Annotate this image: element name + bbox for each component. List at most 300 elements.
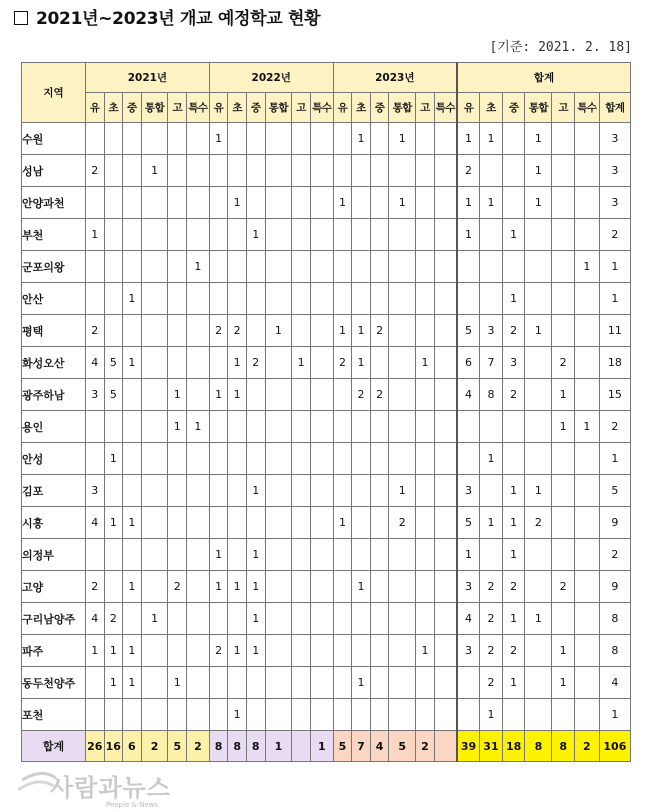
total-cell: 5 [457,507,480,539]
value-cell [265,539,292,571]
value-cell [434,539,457,571]
value-cell [265,507,292,539]
region-cell: 김포 [22,475,86,507]
value-cell [246,667,265,699]
total-cell [525,251,552,283]
value-cell [123,411,142,443]
value-cell [310,379,333,411]
total-cell [552,123,575,155]
value-cell [246,699,265,731]
region-cell: 구리남양주 [22,603,86,635]
total-cell [480,219,503,251]
total-cell: 9 [599,571,630,603]
value-cell [265,123,292,155]
value-cell [310,475,333,507]
region-cell: 광주하남 [22,379,86,411]
total-cell: 1 [599,699,630,731]
value-cell [123,539,142,571]
subheader-total-4: 고 [552,93,575,123]
subheader-2022-3: 통합 [265,93,292,123]
value-cell [228,667,247,699]
value-cell [141,347,168,379]
value-cell [434,667,457,699]
value-cell: 1 [123,507,142,539]
value-cell: 1 [228,699,247,731]
value-cell [434,219,457,251]
value-cell [333,699,352,731]
total-cell [575,603,600,635]
value-cell [416,539,435,571]
value-cell [370,443,389,475]
value-cell [434,251,457,283]
value-cell [141,187,168,219]
total-cell [552,443,575,475]
value-cell: 1 [104,443,123,475]
value-cell [416,219,435,251]
value-cell [310,187,333,219]
total-cell: 1 [525,475,552,507]
table-row [22,155,631,187]
value-cell [123,187,142,219]
value-cell [310,699,333,731]
subheader-2021-5: 특수 [187,93,210,123]
value-cell [333,571,352,603]
value-cell [292,251,311,283]
value-cell [416,507,435,539]
value-cell [416,251,435,283]
total-cell: 2 [480,635,503,667]
value-cell: 1 [168,379,187,411]
value-cell: 2 [352,379,371,411]
value-cell [292,219,311,251]
total-cell: 3 [599,187,630,219]
school-opening-table [21,62,631,762]
total-cell [552,283,575,315]
value-cell: 2 [333,347,352,379]
total-cell [575,539,600,571]
total-cell: 3 [457,571,480,603]
value-cell [141,699,168,731]
value-cell [416,475,435,507]
total-cell: 1 [457,539,480,571]
value-cell [104,539,123,571]
total-cell [480,411,503,443]
value-cell [265,283,292,315]
value-cell [310,283,333,315]
value-cell [416,443,435,475]
value-cell: 2 [246,347,265,379]
total-cell [552,155,575,187]
total-cell: 11 [599,315,630,347]
value-cell: 1 [228,379,247,411]
value-cell [228,539,247,571]
value-cell [187,507,210,539]
value-cell [310,635,333,667]
subheader-2023-0: 유 [333,93,352,123]
sum-total-cell: 8 [525,731,552,762]
watermark-text: 사람과뉴스 [50,774,171,802]
value-cell [370,411,389,443]
subheader-total-6: 합계 [599,93,630,123]
value-cell [123,443,142,475]
value-cell [310,443,333,475]
total-cell [575,699,600,731]
value-cell [352,443,371,475]
value-cell [370,123,389,155]
total-cell [502,123,525,155]
page-title [14,4,320,29]
subheader-2022-4: 고 [292,93,311,123]
value-cell [228,411,247,443]
total-cell: 1 [575,251,600,283]
value-cell: 1 [123,347,142,379]
value-cell [141,251,168,283]
value-cell [168,347,187,379]
value-cell [141,539,168,571]
region-cell: 부천 [22,219,86,251]
value-cell [333,123,352,155]
value-cell [265,347,292,379]
value-cell [370,699,389,731]
value-cell [123,251,142,283]
sum-total-cell: 106 [599,731,630,762]
total-cell: 1 [525,123,552,155]
value-cell [228,251,247,283]
value-cell: 1 [123,635,142,667]
value-cell: 1 [246,539,265,571]
total-cell [552,699,575,731]
region-cell: 안양과천 [22,187,86,219]
value-cell [265,251,292,283]
total-cell [525,635,552,667]
region-cell: 안산 [22,283,86,315]
table-row [22,571,631,603]
value-cell [434,603,457,635]
value-cell [352,507,371,539]
value-cell: 2 [168,571,187,603]
value-cell [265,667,292,699]
value-cell [168,539,187,571]
table-row [22,411,631,443]
value-cell: 1 [389,123,416,155]
total-cell: 2 [502,379,525,411]
value-cell [187,603,210,635]
value-cell [228,155,247,187]
value-cell [310,251,333,283]
value-cell [168,123,187,155]
value-cell: 1 [123,667,142,699]
total-cell [525,699,552,731]
value-cell [187,475,210,507]
subheader-2021-4: 고 [168,93,187,123]
value-cell [85,411,104,443]
value-cell: 1 [265,315,292,347]
region-cell: 파주 [22,635,86,667]
total-cell [575,475,600,507]
value-cell [434,379,457,411]
value-cell [187,443,210,475]
value-cell [265,603,292,635]
table-row [22,603,631,635]
total-cell [457,251,480,283]
subheader-2021-2: 중 [123,93,142,123]
sum-value-cell: 1 [265,731,292,762]
value-cell: 1 [85,219,104,251]
total-cell: 1 [502,475,525,507]
value-cell: 3 [85,475,104,507]
value-cell [370,187,389,219]
value-cell [141,571,168,603]
subheader-2021-0: 유 [85,93,104,123]
value-cell [434,315,457,347]
total-cell: 9 [599,507,630,539]
value-cell [389,443,416,475]
total-cell: 5 [457,315,480,347]
total-cell: 3 [599,155,630,187]
total-cell [457,667,480,699]
total-cell [552,187,575,219]
subheader-2023-4: 고 [416,93,435,123]
value-cell: 4 [85,507,104,539]
total-cell [552,507,575,539]
value-cell [434,347,457,379]
value-cell [310,123,333,155]
total-cell: 1 [457,187,480,219]
total-cell: 1 [502,603,525,635]
total-cell [525,347,552,379]
total-cell [552,219,575,251]
total-cell: 1 [480,123,503,155]
value-cell [265,475,292,507]
value-cell [141,219,168,251]
value-cell [389,571,416,603]
total-cell [525,283,552,315]
total-cell: 7 [480,347,503,379]
table-row [22,635,631,667]
total-cell [525,667,552,699]
value-cell: 1 [228,571,247,603]
sum-value-cell: 8 [228,731,247,762]
value-cell [141,667,168,699]
value-cell [141,315,168,347]
sum-value-cell: 8 [246,731,265,762]
value-cell: 1 [416,347,435,379]
value-cell [352,603,371,635]
total-cell: 1 [502,667,525,699]
value-cell [209,187,228,219]
value-cell [168,155,187,187]
value-cell [352,155,371,187]
table-row [22,347,631,379]
value-cell [292,315,311,347]
value-cell [246,155,265,187]
value-cell [333,411,352,443]
region-cell: 성남 [22,155,86,187]
value-cell [370,251,389,283]
value-cell [434,475,457,507]
value-cell: 1 [209,571,228,603]
value-cell [187,379,210,411]
value-cell: 1 [209,539,228,571]
reference-date: [기준: 2021. 2. 18] [489,40,632,55]
subheader-total-2: 중 [502,93,525,123]
value-cell [85,443,104,475]
subheader-total-5: 특수 [575,93,600,123]
value-cell [352,187,371,219]
value-cell [434,283,457,315]
total-cell: 1 [552,667,575,699]
total-cell: 15 [599,379,630,411]
value-cell [292,379,311,411]
region-cell: 용인 [22,411,86,443]
value-cell [228,603,247,635]
value-cell [416,411,435,443]
total-cell [502,411,525,443]
value-cell [292,411,311,443]
subheader-2023-2: 중 [370,93,389,123]
value-cell: 1 [228,347,247,379]
sum-value-cell: 6 [123,731,142,762]
value-cell [389,347,416,379]
total-cell: 6 [457,347,480,379]
checkbox-square-icon [14,11,28,25]
total-cell [457,699,480,731]
value-cell: 5 [104,347,123,379]
year-header-2021: 2021년 [85,63,209,93]
value-cell [187,315,210,347]
value-cell: 1 [246,571,265,603]
header-row-types [22,93,631,123]
total-cell [575,347,600,379]
total-cell [502,187,525,219]
total-cell: 5 [599,475,630,507]
value-cell [123,123,142,155]
value-cell [416,379,435,411]
value-cell [228,219,247,251]
value-cell [246,507,265,539]
value-cell [141,443,168,475]
value-cell [333,443,352,475]
value-cell [310,603,333,635]
total-cell [575,219,600,251]
value-cell [168,443,187,475]
sum-value-cell: 4 [370,731,389,762]
value-cell [416,699,435,731]
sum-value-cell: 5 [333,731,352,762]
value-cell: 2 [389,507,416,539]
value-cell [168,507,187,539]
total-cell [525,571,552,603]
value-cell [292,507,311,539]
table-row [22,315,631,347]
total-cell: 1 [525,315,552,347]
total-cell [552,315,575,347]
value-cell [187,155,210,187]
value-cell [246,315,265,347]
page-title-text: 2021년~2023년 개교 예정학교 현황 [36,9,321,29]
value-cell [434,443,457,475]
value-cell [141,379,168,411]
total-cell: 18 [599,347,630,379]
value-cell [352,635,371,667]
total-cell: 1 [552,411,575,443]
total-cell: 2 [480,603,503,635]
value-cell [246,443,265,475]
value-cell: 1 [292,347,311,379]
value-cell [246,123,265,155]
total-cell [502,155,525,187]
value-cell [292,475,311,507]
value-cell [292,699,311,731]
total-cell: 8 [480,379,503,411]
value-cell: 2 [370,379,389,411]
value-cell [246,379,265,411]
total-cell [575,315,600,347]
total-cell: 2 [502,571,525,603]
value-cell [187,283,210,315]
value-cell [389,219,416,251]
value-cell [209,251,228,283]
total-cell: 3 [599,123,630,155]
value-cell [85,251,104,283]
value-cell: 1 [209,123,228,155]
value-cell: 1 [333,315,352,347]
sum-value-cell: 5 [168,731,187,762]
sum-value-cell: 2 [416,731,435,762]
value-cell [228,443,247,475]
watermark-subtext: People & News [106,801,159,809]
value-cell: 1 [141,603,168,635]
value-cell [389,411,416,443]
value-cell: 1 [352,571,371,603]
sum-value-cell: 5 [389,731,416,762]
value-cell [310,667,333,699]
total-cell: 1 [552,379,575,411]
value-cell [246,283,265,315]
sum-value-cell: 7 [352,731,371,762]
value-cell [246,411,265,443]
sum-value-cell: 26 [85,731,104,762]
value-cell [292,283,311,315]
value-cell [389,699,416,731]
value-cell [434,699,457,731]
value-cell [104,283,123,315]
subheader-2023-3: 통합 [389,93,416,123]
value-cell [310,539,333,571]
value-cell: 1 [123,571,142,603]
value-cell [310,315,333,347]
value-cell: 1 [141,155,168,187]
sum-value-cell [292,731,311,762]
value-cell [187,347,210,379]
region-cell: 포천 [22,699,86,731]
value-cell [352,699,371,731]
value-cell [352,219,371,251]
value-cell: 1 [168,411,187,443]
total-cell [525,411,552,443]
sum-total-cell: 2 [575,731,600,762]
subheader-total-0: 유 [457,93,480,123]
table-row [22,507,631,539]
region-header: 지역 [22,63,86,123]
value-cell [104,187,123,219]
total-cell: 1 [502,539,525,571]
value-cell [141,507,168,539]
region-cell: 시흥 [22,507,86,539]
value-cell: 1 [123,283,142,315]
value-cell [434,411,457,443]
value-cell: 2 [85,155,104,187]
